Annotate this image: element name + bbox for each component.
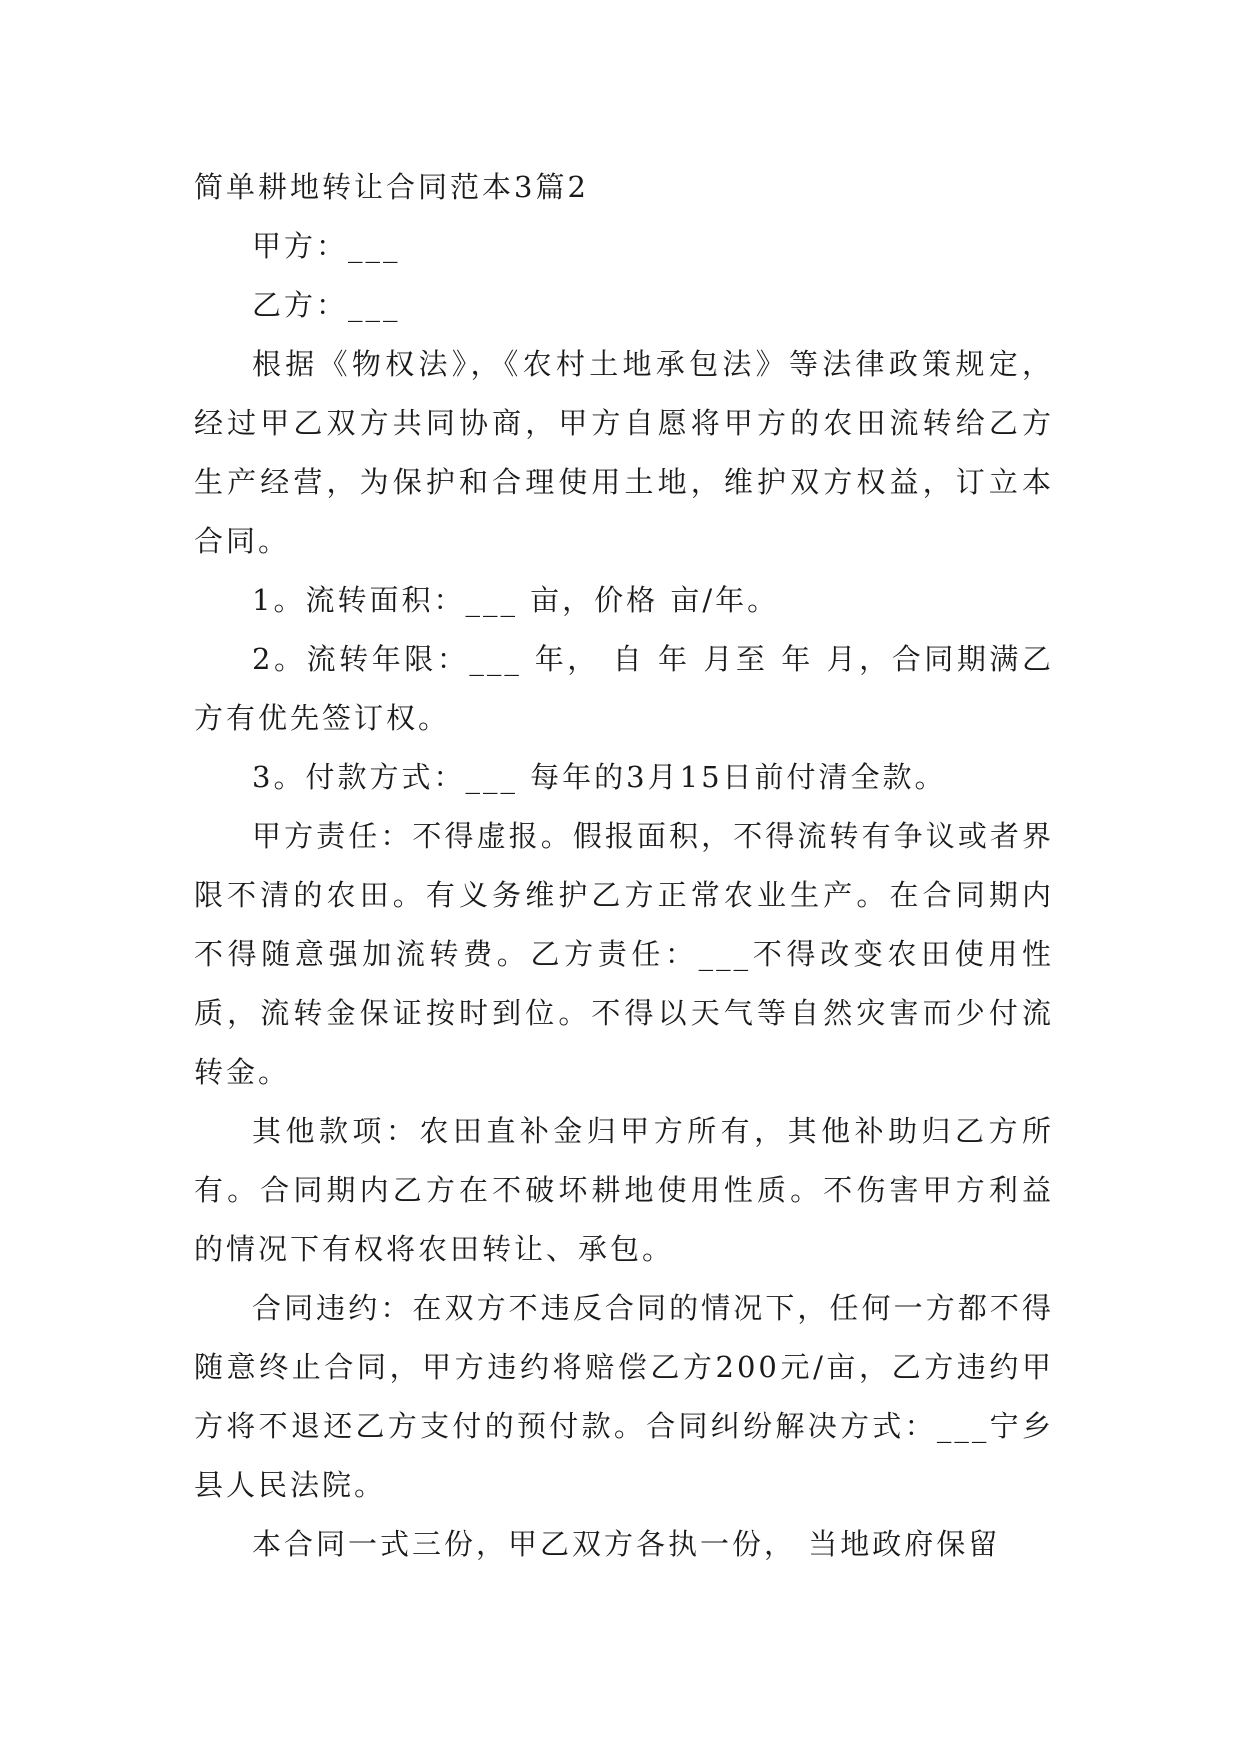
other-terms-paragraph: 其他款项：农田直补金归甲方所有，其他补助归乙方所有。合同期内乙方在不破坏耕地使用性质。不伤害甲方利益的情况下有权将农田转让、承包。 [194,1114,1054,1266]
document-body [194,158,1054,1574]
responsibilities-paragraph: 甲方责任：不得虚报。假报面积，不得流转有争议或者界限不清的农田。有义务维护乙方正常农业生产。在合同期内不得随意强加流转费。乙方责任：___不得改变农田使用性质，流转金保证按时到位。不得以天气等自然灾害而少付流转金。 [194,819,1054,1089]
clause-transfer-area: 1。流转面积：___ 亩，价格 亩/年。 [252,583,780,617]
party-b-line: 乙方：___ [252,288,401,322]
party-a-line: 甲方：___ [252,229,401,263]
copies-paragraph: 本合同一式三份，甲乙双方各执一份， 当地政府保留 [252,1527,1001,1561]
breach-paragraph: 合同违约：在双方不违反合同的情况下，任何一方都不得随意终止合同，甲方违约将赔偿乙方200元/亩，乙方违约甲方将不退还乙方支付的预付款。合同纠纷解决方式：___宁乡县人民法院。 [194,1291,1054,1502]
clause-transfer-term: 2。流转年限：___ 年， 自 年 月至 年 月，合同期满乙方有优先签订权。 [194,642,1054,735]
clause-payment-method: 3。付款方式：___ 每年的3月15日前付清全款。 [252,760,947,794]
preamble-paragraph: 根据《物权法》，《农村土地承包法》等法律政策规定，经过甲乙双方共同协商，甲方自愿将甲方的农田流转给乙方生产经营，为保护和合理使用土地，维护双方权益，订立本合同。 [194,347,1054,558]
document-title: 简单耕地转让合同范本3篇2 [194,170,589,204]
